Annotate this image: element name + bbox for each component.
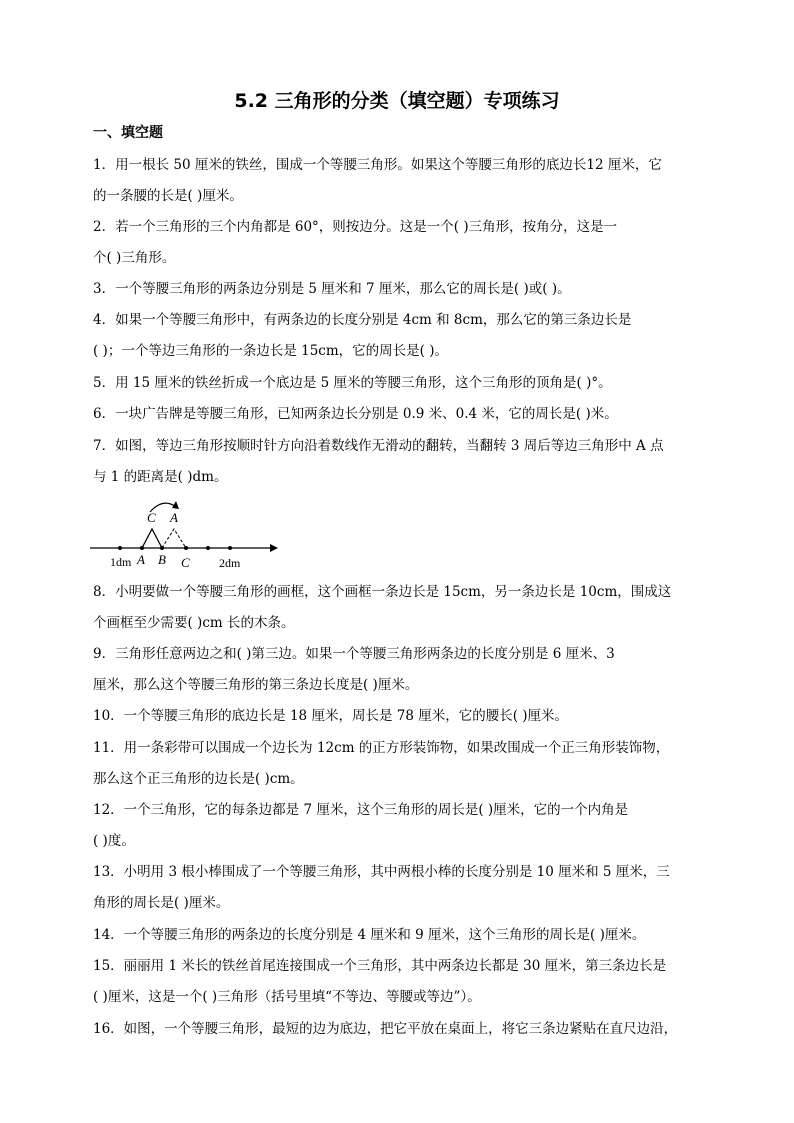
question-line: 11．用一条彩带可以围成一个边长为 12cm 的正方形装饰物，如果改围成一个正三角形装饰物， — [93, 740, 670, 756]
question-line: ( )度。 — [93, 833, 135, 849]
number-line-arrow-icon — [270, 544, 278, 552]
question-line: 4．如果一个等腰三角形中，有两条边的长度分别是 4cm 和 8cm，那么它的第三条边长是 — [93, 312, 632, 328]
tick-dot — [184, 546, 188, 550]
question-line: 15．丽丽用 1 米长的铁丝首尾连接围成一个三角形，其中两条边长都是 30 厘米，第三条边长是 — [93, 958, 667, 974]
tick-dot — [160, 546, 164, 550]
question-line: ( )厘米，这是一个( )三角形（括号里填“不等边、等腰或等边”）。 — [93, 989, 481, 1005]
question-line: 3．一个等腰三角形的两条边分别是 5 厘米和 7 厘米，那么它的周长是( )或( )。 — [93, 281, 571, 297]
number-line-figure — [88, 492, 288, 572]
question-line: ( )；一个等边三角形的一条边长是 15cm，它的周长是( )。 — [93, 343, 448, 359]
question-line: 9．三角形任意两边之和( )第三边。如果一个等腰三角形两条边的长度分别是 6 厘米、3 — [93, 646, 615, 662]
question-line: 那么这个正三角形的边长是( )cm。 — [93, 771, 304, 787]
question-line: 个( )三角形。 — [93, 250, 176, 266]
question-line: 10．一个等腰三角形的底边长是 18 厘米，周长是 78 厘米，它的腰长( )厘米。 — [93, 708, 569, 724]
question-line: 16．如图，一个等腰三角形，最短的边为底边，把它平放在桌面上，将它三条边紧贴在直尺边沿， — [93, 1021, 678, 1037]
tick-dot — [140, 546, 144, 550]
question-line: 5．用 15 厘米的铁丝折成一个底边是 5 厘米的等腰三角形，这个三角形的顶角是( )°。 — [93, 375, 612, 391]
question-line: 与 1 的距离是( )dm。 — [93, 469, 228, 485]
label-2dm: 2dm — [219, 556, 241, 570]
tick-dot — [206, 546, 210, 550]
tick-dot — [228, 546, 232, 550]
question-line: 厘米，那么这个等腰三角形的第三条边长度是( )厘米。 — [93, 677, 419, 693]
label-a-top: A — [170, 510, 178, 525]
question-line: 个画框至少需要( )cm 长的木条。 — [93, 615, 295, 631]
section-heading: 一、填空题 — [93, 125, 163, 141]
triangle-solid — [142, 529, 162, 548]
tick-dot — [118, 546, 122, 550]
question-line: 的一条腰的长是( )厘米。 — [93, 188, 243, 204]
label-b: B — [158, 552, 166, 567]
triangle-dashed — [162, 529, 186, 548]
question-line: 14．一个等腰三角形的两条边的长度分别是 4 厘米和 9 厘米，这个三角形的周长是( )厘米。 — [93, 927, 646, 943]
question-line: 7．如图，等边三角形按顺时针方向沿着数线作无滑动的翻转，当翻转 3 周后等边三角形中 A 点 — [93, 438, 664, 454]
label-a: A — [137, 552, 145, 567]
question-line: 13．小明用 3 根小棒围成了一个等腰三角形，其中两根小棒的长度分别是 10 厘米和 5 厘米，三 — [93, 864, 670, 880]
question-line: 1．用一根长 50 厘米的铁丝，围成一个等腰三角形。如果这个等腰三角形的底边长12 厘米，它 — [93, 157, 662, 173]
question-line: 12．一个三角形，它的每条边都是 7 厘米，这个三角形的周长是( )厘米，它的一个内角是 — [93, 802, 629, 818]
question-line: 2．若一个三角形的三个内角都是 60°，则按边分。这是一个( )三角形，按角分，这是一 — [93, 219, 618, 235]
label-c: C — [181, 555, 190, 570]
label-c-top: C — [147, 510, 156, 525]
question-line: 8．小明要做一个等腰三角形的画框，这个画框一条边长是 15cm，另一条边长是 10cm，围成这 — [93, 584, 672, 600]
question-line: 6．一块广告牌是等腰三角形，已知两条边长分别是 0.9 米、0.4 米，它的周长是( )米。 — [93, 406, 618, 422]
label-1dm: 1dm — [110, 555, 132, 569]
question-line: 角形的周长是( )厘米。 — [93, 895, 230, 911]
page-title: 5.2 三角形的分类（填空题）专项练习 — [234, 90, 560, 112]
